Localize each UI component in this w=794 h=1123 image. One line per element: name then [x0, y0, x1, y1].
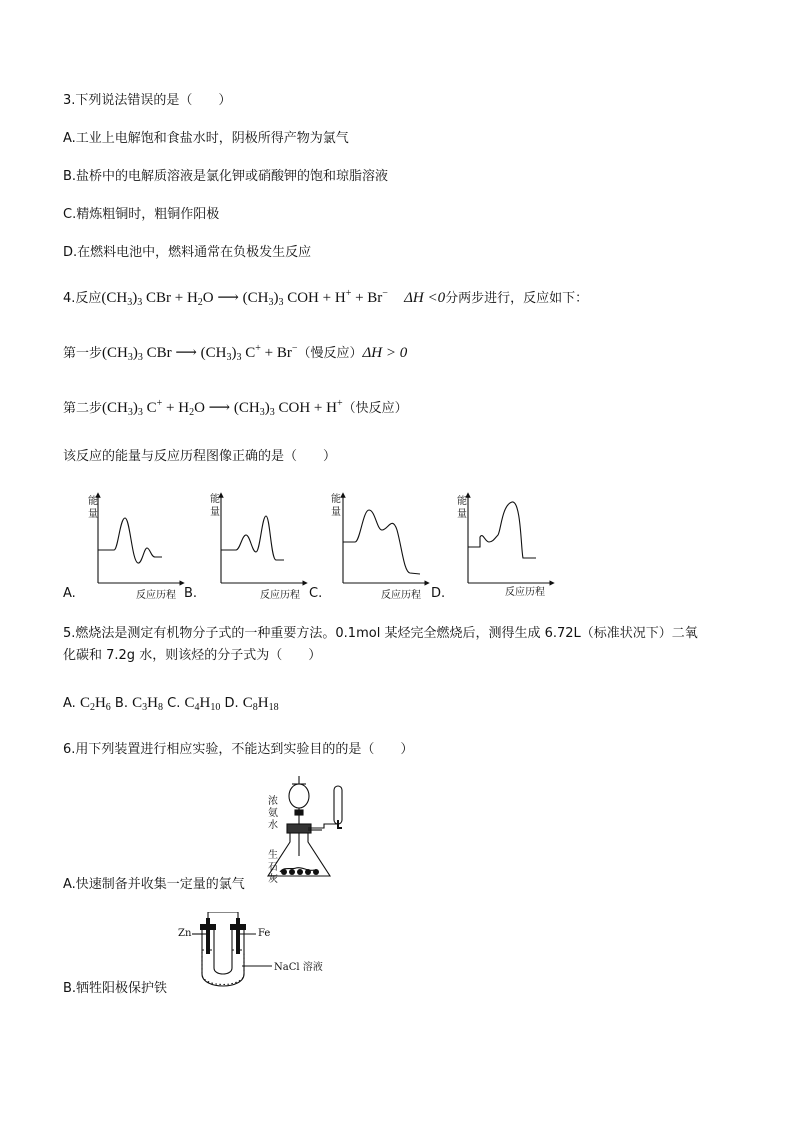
q3-option-d: D.在燃料电池中，燃料通常在负极发生反应 [63, 245, 312, 260]
graph-a-ylabel-1: 能 [88, 496, 98, 507]
graph-b-curve [221, 516, 284, 560]
graph-a-curve [98, 518, 162, 563]
q6-option-a: A.快速制备并收集一定量的氯气 [63, 877, 245, 892]
q5-option-a-formula: $C_2H_6$ [79, 695, 111, 713]
q4-prefix: 4.反应 [63, 291, 102, 306]
graph-c-curve [343, 510, 420, 574]
q3-option-a: A.工业上电解饱和食盐水时，阴极所得产物为氯气 [63, 131, 349, 146]
graph-c-xlabel: 反应历程 [381, 590, 421, 601]
label-lime-2: 石 [268, 862, 278, 873]
q4-step1-note: （慢反应） [297, 346, 363, 361]
q4-suffix: 分两步进行，反应如下： [445, 291, 589, 306]
q4-option-d-label: D. [431, 586, 446, 601]
graph-a-xlabel: 反应历程 [136, 590, 176, 601]
q4-step2-label: 第二步 [63, 401, 103, 416]
q5-option-d-label: D. [220, 696, 243, 711]
q4-overall-equation: $(CH_3)_3$ CBr + $H_2O$ ⟶ $(CH_3)_3$ COH + H+ + Br− [101, 288, 388, 308]
q3-option-c: C.精炼粗铜时，粗铜作阳极 [63, 207, 220, 222]
q4-option-a-label: A. [63, 586, 76, 601]
q4-energy-graphs [0, 480, 794, 610]
q5-stem-line1: 5.燃烧法是测定有机物分子式的一种重要方法。0.1mol 某烃完全燃烧后，测得生成 6.72L（标准状况下）二氧 [63, 626, 698, 641]
graph-d-xlabel: 反应历程 [505, 587, 545, 598]
q3-option-b: B.盐桥中的电解质溶液是氯化钾或硝酸钾的饱和琼脂溶液 [63, 169, 389, 184]
graph-d-curve [468, 502, 536, 558]
q4-step1-equation: $(CH_3)_3$ CBr ⟶ $(CH_3)_3$ C+ + Br− [102, 343, 298, 363]
label-nacl: NaCl 溶液 [274, 962, 323, 973]
q4-option-c-label: C. [309, 586, 323, 601]
q4-step2 [63, 399, 408, 418]
graph-b-xlabel: 反应历程 [260, 590, 300, 601]
graph-b [221, 495, 305, 583]
label-zn: Zn [178, 928, 192, 939]
zinc-electrode-icon [206, 918, 210, 954]
q4-stem [63, 289, 588, 308]
q5-stem-line2: 化碳和 7.2g 水，则该烃的分子式为（ ） [63, 648, 322, 663]
graph-d-ylabel-1: 能 [457, 496, 467, 507]
q6-option-b: B.牺牲阳极保护铁 [63, 981, 168, 996]
q4-step1-delta-h: ΔH > 0 [362, 345, 408, 361]
q6-apparatus-a [262, 776, 382, 891]
q4-option-b-label: B. [184, 586, 198, 601]
iron-electrode-icon [236, 918, 240, 954]
label-lime-3: 灰 [268, 874, 278, 885]
graph-d [468, 495, 552, 583]
graph-d-ylabel-2: 量 [457, 509, 467, 520]
q3-stem: 3.下列说法错误的是（ ） [63, 93, 232, 108]
label-ammonia-3: 水 [268, 820, 278, 831]
graph-c [343, 495, 427, 583]
stopper-icon [287, 824, 311, 833]
q5-option-b-formula: $C_3H_8$ [132, 695, 163, 713]
q5-options [63, 694, 279, 713]
q4-question: 该反应的能量与反应历程图像正确的是（ ） [63, 449, 337, 464]
graph-a-ylabel-2: 量 [88, 509, 98, 520]
q5-option-a-label: A. [63, 696, 80, 711]
q5-option-d-formula: $C_8H_{18}$ [242, 695, 279, 713]
q6-apparatus-b [176, 912, 356, 992]
q4-step1 [63, 344, 407, 363]
label-ammonia-1: 浓 [268, 796, 278, 807]
q4-step2-equation: $(CH_3)_3$ $C^+ + H_2O$ ⟶ $(CH_3)_3$ COH + H+ [102, 398, 343, 418]
label-ammonia-2: 氨 [268, 808, 278, 819]
dropping-funnel-icon [289, 784, 309, 808]
label-fe: Fe [258, 928, 271, 939]
collection-tube-icon [334, 786, 342, 824]
q4-delta-h: ΔH <0 [404, 290, 446, 306]
q5-option-c-formula: $C_4H_{10}$ [184, 695, 221, 713]
graph-c-ylabel-2: 量 [331, 507, 341, 518]
graph-a [98, 495, 182, 583]
graph-b-ylabel-2: 量 [210, 507, 220, 518]
q4-step2-note: （快反应） [342, 401, 408, 416]
label-lime-1: 生 [268, 850, 278, 861]
q5-option-c-label: C. [162, 696, 185, 711]
graph-c-ylabel-1: 能 [331, 494, 341, 505]
q5-option-b-label: B. [110, 696, 133, 711]
q4-step1-label: 第一步 [63, 346, 103, 361]
graph-b-ylabel-1: 能 [210, 494, 220, 505]
q6-stem: 6.用下列装置进行相应实验，不能达到实验目的的是（ ） [63, 742, 414, 757]
